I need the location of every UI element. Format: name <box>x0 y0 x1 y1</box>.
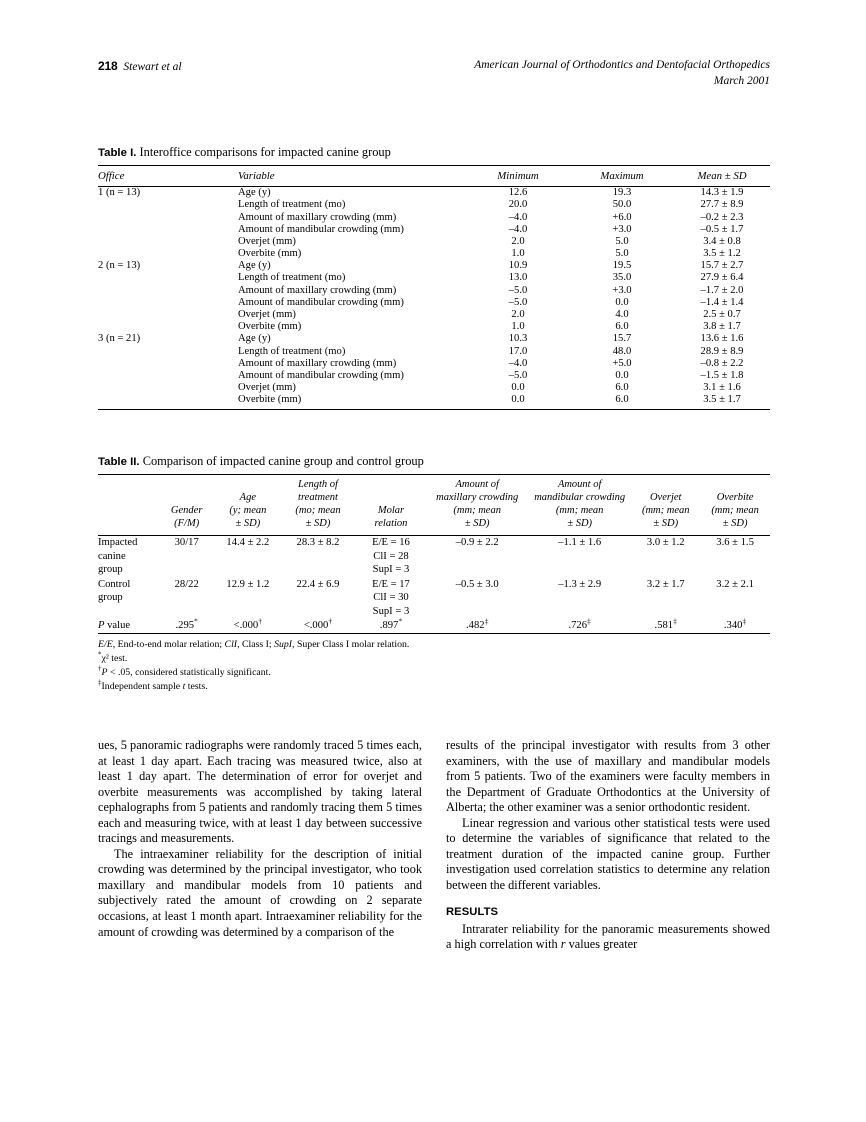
cell-mean-sd: 2.5 ± 0.7 <box>703 309 741 320</box>
cell-mean-sd: 27.9 ± 6.4 <box>700 272 744 284</box>
col-header-overbite <box>700 475 770 535</box>
table-two-header-row <box>98 475 770 535</box>
cell-p-mandibular <box>528 616 631 634</box>
cell-variable: Overbite (mm) <box>238 321 302 333</box>
cell-office <box>98 284 238 296</box>
cell-maximum: 0.0 <box>615 296 629 308</box>
cell-variable: Length of treatment (mo) <box>238 345 346 357</box>
hdr-line-3: (y; mean <box>229 504 267 516</box>
hdr-line-3: (mm; mean <box>453 504 501 516</box>
cell-variable: Age (y) <box>238 260 271 272</box>
footnote-marker: * <box>398 616 403 626</box>
cell-variable: Overjet (mm) <box>238 309 296 320</box>
cell-minimum: –4.0 <box>508 223 528 235</box>
abbr-1-text: , End-to-end molar relation; <box>112 639 225 651</box>
cell-variable: Overjet (mm) <box>238 382 296 394</box>
p-value: .726 <box>568 620 588 632</box>
cell-length-of-treatment: 28.3 ± 8.2 <box>296 537 340 548</box>
cell-mean-sd: –0.5 ± 1.7 <box>700 223 744 235</box>
label-line-1: Impacted <box>98 537 138 548</box>
cell-maximum: 19.5 <box>612 260 632 272</box>
cell-office <box>98 247 238 259</box>
table-row <box>98 308 770 320</box>
footnote-marker: † <box>98 664 102 673</box>
p-value: <.000 <box>303 620 329 632</box>
molar-line-1: E/E = 16 <box>372 537 410 548</box>
cell-mean-sd: 3.8 ± 1.7 <box>703 321 741 333</box>
cell-mean-sd: –1.7 ± 2.0 <box>700 284 744 296</box>
footnote-marker: ‡ <box>673 616 677 626</box>
issue-date: March 2001 <box>713 74 770 87</box>
footnote-marker: ‡ <box>98 678 102 687</box>
abbr-1: E/E <box>98 639 113 651</box>
cell-p-age <box>215 616 280 634</box>
hdr-line-4: ± SD) <box>235 517 261 529</box>
paragraph-italic: r <box>560 937 566 952</box>
hdr-line-3: Gender <box>170 504 203 516</box>
cell-minimum: 20.0 <box>508 199 528 211</box>
table-one-block <box>98 145 770 410</box>
cell-minimum: 12.6 <box>508 187 528 199</box>
cell-mean-sd: 13.6 ± 1.6 <box>700 333 744 345</box>
cell-p-maxillary <box>426 616 528 634</box>
cell-variable: Amount of mandibular crowding (mm) <box>238 223 404 235</box>
table-row <box>98 247 770 259</box>
body-column-right <box>446 738 770 953</box>
cell-office <box>98 296 238 308</box>
label-line-1: Control <box>98 578 131 590</box>
table-row <box>98 394 770 410</box>
cell-mean-sd: –1.4 ± 1.4 <box>700 296 744 308</box>
table-row <box>98 211 770 223</box>
cell-p-value-label <box>98 619 158 634</box>
table-two-head <box>98 475 770 535</box>
cell-gender: 28/22 <box>174 578 199 590</box>
hdr-line-2: maxillary crowding <box>436 492 519 504</box>
hdr-line-3: (mm; mean <box>555 504 604 516</box>
cell-mean-sd: –1.5 ± 1.8 <box>700 369 744 381</box>
table-row <box>98 577 770 619</box>
table-one <box>98 165 770 410</box>
col-header-rowlabel <box>98 475 158 535</box>
abbr-2-text: , Class I; <box>237 639 275 651</box>
cell-office <box>98 272 238 284</box>
col-header-age <box>215 475 280 535</box>
cell-overjet: 3.0 ± 1.2 <box>646 537 685 548</box>
cell-variable: Overbite (mm) <box>238 248 302 260</box>
page-number: 218 <box>98 59 118 73</box>
cell-maximum: 4.0 <box>615 309 629 320</box>
running-head-right <box>474 58 770 89</box>
footnote-star <box>98 652 770 666</box>
cell-p-overbite <box>700 616 770 634</box>
hdr-line-3: (mm; mean <box>641 504 690 516</box>
cell-p-gender <box>158 616 215 634</box>
col-header-variable: Variable <box>238 169 275 182</box>
col-header-length-of-treatment <box>280 475 355 535</box>
cell-mean-sd: 3.5 ± 1.2 <box>703 248 741 260</box>
cell-maximum: 35.0 <box>612 272 632 284</box>
cell-minimum: 2.0 <box>511 235 525 247</box>
hdr-line-2: Age <box>239 492 256 504</box>
molar-line-1: E/E = 17 <box>372 578 410 590</box>
footnote-marker: * <box>98 650 102 659</box>
cell-office <box>98 345 238 357</box>
cell-mean-sd: 14.3 ± 1.9 <box>700 187 744 199</box>
cell-maxillary-crowding: –0.9 ± 2.2 <box>455 537 499 548</box>
footnote-marker: * <box>194 616 198 626</box>
paragraph: The intraexaminer reliability for the description of initial crowding was determined by the principal investigator, who took maxillary and mandibular models from 10 patients and subjectively rated the amount of crowding on 2 separate occasions, at least 1 month apart. Intraexaminer reliability for the amount of crowding was determined by a comparison of the <box>98 846 422 939</box>
cell-office: 1 (n = 13) <box>98 187 141 199</box>
cell-minimum: 17.0 <box>508 345 528 357</box>
col-header-gender <box>158 475 215 535</box>
paragraph-part-b: values greater <box>565 937 638 952</box>
running-head-left <box>98 58 182 76</box>
cell-office <box>98 308 238 320</box>
hdr-line-4: relation <box>374 517 408 529</box>
table-two-caption-text: Comparison of impacted canine group and control group <box>142 454 424 469</box>
cell-molar-relation <box>356 577 427 619</box>
body-column-left <box>98 738 422 953</box>
footnote-text: < .05, considered statistically significant. <box>107 667 271 679</box>
table-row <box>98 321 770 333</box>
footnote-marker: ‡ <box>742 616 747 626</box>
cell-maximum: 6.0 <box>615 394 629 406</box>
hdr-line-4: ± SD) <box>653 517 679 529</box>
p-value: .295 <box>175 620 195 632</box>
hdr-line-1: Amount of <box>455 479 499 491</box>
footnote-abbreviations <box>98 638 770 652</box>
body-text <box>98 738 770 953</box>
page-content <box>98 58 770 953</box>
cell-minimum: –5.0 <box>508 369 528 381</box>
label-line-2: canine <box>98 550 126 562</box>
table-one-label: Table I. <box>98 147 137 160</box>
cell-maximum: 5.0 <box>615 235 629 247</box>
table-row <box>98 260 770 272</box>
hdr-line-4: ± SD) <box>305 517 331 529</box>
col-header-maxillary-crowding <box>426 475 528 535</box>
p-value: .581 <box>654 620 674 632</box>
table-two-label: Table II. <box>98 456 140 469</box>
cell-overbite: 3.6 ± 1.5 <box>716 537 754 548</box>
cell-variable: Length of treatment (mo) <box>238 272 346 284</box>
table-row <box>98 284 770 296</box>
col-header-office: Office <box>98 169 125 182</box>
p-rest: value <box>104 620 131 632</box>
hdr-line-1: Length of <box>297 479 338 491</box>
hdr-line-2: mandibular crowding <box>534 492 626 504</box>
footnote-double-dagger <box>98 680 770 694</box>
hdr-line-3: (mm; mean <box>711 504 759 516</box>
cell-maximum: +6.0 <box>612 211 632 223</box>
cell-mean-sd: 3.4 ± 0.8 <box>703 235 741 247</box>
cell-overbite: 3.2 ± 2.1 <box>716 578 754 590</box>
cell-group-label <box>98 535 158 577</box>
p-value: <.000 <box>233 620 259 632</box>
paragraph <box>446 922 770 953</box>
cell-gender: 30/17 <box>174 537 199 548</box>
cell-office <box>98 382 238 394</box>
cell-office <box>98 211 238 223</box>
hdr-line-4: (F/M) <box>174 517 200 529</box>
cell-office <box>98 357 238 369</box>
cell-variable: Length of treatment (mo) <box>238 199 346 211</box>
cell-minimum: –5.0 <box>508 284 528 296</box>
table-two-footnotes <box>98 638 770 694</box>
table-row <box>98 296 770 308</box>
cell-maximum: 50.0 <box>612 199 632 211</box>
molar-line-3: SupI = 3 <box>372 605 410 617</box>
p-value: .482 <box>466 620 485 632</box>
label-line-3: group <box>98 564 123 576</box>
table-two-caption <box>98 454 770 469</box>
table-row-p-value <box>98 619 770 634</box>
cell-p-length <box>280 616 355 634</box>
cell-variable: Overjet (mm) <box>238 235 296 247</box>
table-row <box>98 199 770 211</box>
cell-minimum: 0.0 <box>511 382 525 394</box>
abbr-3-text: , Super Class I molar relation. <box>292 639 410 651</box>
cell-maximum: 15.7 <box>612 333 632 345</box>
footnote-marker: ‡ <box>484 616 489 626</box>
cell-office: 3 (n = 21) <box>98 333 141 345</box>
cell-minimum: 1.0 <box>511 321 525 333</box>
cell-variable: Amount of mandibular crowding (mm) <box>238 369 404 381</box>
table-two-block <box>98 454 770 694</box>
hdr-line-2: treatment <box>298 492 338 504</box>
cell-mean-sd: 3.1 ± 1.6 <box>703 382 741 394</box>
hdr-line-2: Overjet <box>649 492 682 504</box>
cell-mean-sd: 15.7 ± 2.7 <box>700 260 744 272</box>
col-header-molar-relation <box>356 475 427 535</box>
cell-maximum: +5.0 <box>612 357 632 369</box>
p-italic: P <box>98 620 105 632</box>
cell-mean-sd: –0.2 ± 2.3 <box>700 211 744 223</box>
abbr-3: SupI <box>274 639 293 651</box>
cell-maximum: 6.0 <box>615 321 629 333</box>
cell-variable: Age (y) <box>238 187 271 199</box>
table-row <box>98 333 770 345</box>
paragraph: Linear regression and various other statistical tests were used to determine the variables of significance that related to the treatment duration of the impacted canine group. Further investigation used correlation statistics to determine any relation between the different variables. <box>446 815 770 892</box>
table-row <box>98 357 770 369</box>
cell-mandibular-crowding: –1.1 ± 1.6 <box>558 537 602 548</box>
cell-minimum: 2.0 <box>511 309 525 320</box>
cell-group-label <box>98 577 158 619</box>
cell-mean-sd: –0.8 ± 2.2 <box>700 357 744 369</box>
cell-length-of-treatment: 22.4 ± 6.9 <box>296 578 340 590</box>
cell-maximum: 6.0 <box>615 382 629 394</box>
hdr-line-4: ± SD) <box>464 517 490 529</box>
cell-maximum: 19.3 <box>612 187 632 199</box>
abbr-2: ClI <box>224 639 238 651</box>
table-row <box>98 272 770 284</box>
table-row <box>98 235 770 247</box>
cell-minimum: –4.0 <box>508 211 528 223</box>
footnote-marker: † <box>258 616 262 626</box>
cell-office <box>98 199 238 211</box>
cell-office <box>98 223 238 235</box>
p-value: .340 <box>723 620 743 632</box>
section-heading-results: RESULTS <box>446 906 499 919</box>
cell-molar-relation <box>356 535 427 577</box>
table-row <box>98 186 770 199</box>
paragraph-part-a: Intrarater reliability for the panoramic measurements showed a high correlation with <box>446 921 770 952</box>
cell-minimum: 10.3 <box>508 333 528 345</box>
footnote-italic: P <box>101 667 108 679</box>
table-one-caption <box>98 145 770 160</box>
cell-office <box>98 394 238 410</box>
table-row <box>98 223 770 235</box>
molar-line-3: SupI = 3 <box>372 564 410 576</box>
cell-office <box>98 321 238 333</box>
cell-maximum: +3.0 <box>612 223 632 235</box>
cell-maxillary-crowding: –0.5 ± 3.0 <box>455 578 499 590</box>
cell-minimum: –4.0 <box>508 357 528 369</box>
hdr-line-2: Overbite <box>716 492 754 504</box>
paragraph: results of the principal investigator with results from 3 other examiners, with the use of maxillary and mandibular models from 5 patients. Two of the examiners were faculty members in the Department of Graduate Orthodontics at the University of Alberta; the other examiner was a senior orthodontic resident. <box>446 737 770 815</box>
cell-minimum: 1.0 <box>511 248 525 260</box>
footnote-italic: t <box>182 681 186 693</box>
table-two <box>98 474 770 634</box>
cell-office <box>98 235 238 247</box>
running-head <box>98 58 770 89</box>
cell-p-molar <box>356 616 427 634</box>
hdr-line-3: Molar <box>377 504 405 516</box>
cell-mean-sd: 3.5 ± 1.7 <box>703 394 741 406</box>
label-line-2: group <box>98 592 123 604</box>
hdr-line-1: Amount of <box>557 479 602 491</box>
journal-title: American Journal of Orthodontics and Dentofacial Orthopedics <box>474 59 770 71</box>
cell-mean-sd: 28.9 ± 8.9 <box>700 345 744 357</box>
hdr-line-4: ± SD) <box>722 517 748 529</box>
cell-overjet: 3.2 ± 1.7 <box>646 578 685 590</box>
p-value: .897 <box>379 620 399 632</box>
table-one-head <box>98 166 770 187</box>
table-two-body <box>98 535 770 634</box>
table-row <box>98 535 770 577</box>
footnote-marker: † <box>328 616 333 626</box>
col-header-mandibular-crowding <box>528 475 631 535</box>
col-header-overjet <box>631 475 700 535</box>
cell-age: 14.4 ± 2.2 <box>226 537 270 548</box>
cell-minimum: 13.0 <box>508 272 528 284</box>
hdr-line-4: ± SD) <box>567 517 593 529</box>
cell-variable: Age (y) <box>238 333 271 345</box>
cell-maximum: 5.0 <box>615 248 629 260</box>
table-row <box>98 345 770 357</box>
cell-minimum: –5.0 <box>508 296 528 308</box>
cell-maximum: 0.0 <box>615 369 629 381</box>
table-one-header-row <box>98 166 770 187</box>
footnote-text: χ² test. <box>101 653 128 665</box>
hdr-line-3: (mo; mean <box>295 504 341 516</box>
molar-line-2: ClI = 28 <box>373 550 409 562</box>
cell-mean-sd: 27.7 ± 8.9 <box>700 199 744 211</box>
cell-variable: Amount of maxillary crowding (mm) <box>238 211 397 223</box>
cell-office: 2 (n = 13) <box>98 260 141 272</box>
cell-maximum: +3.0 <box>612 284 632 296</box>
footnote-dagger <box>98 666 770 680</box>
col-header-minimum: Minimum <box>497 169 539 182</box>
table-one-body <box>98 186 770 410</box>
cell-variable: Amount of maxillary crowding (mm) <box>238 357 397 369</box>
cell-minimum: 10.9 <box>508 260 528 272</box>
table-row <box>98 382 770 394</box>
cell-minimum: 0.0 <box>511 394 525 406</box>
cell-variable: Overbite (mm) <box>238 394 302 406</box>
paragraph: ues, 5 panoramic radiographs were randomly traced 5 times each, at least 1 day apart. Each tracing was measured twice, also at least 1 day apart. The determination of error for overjet and overbite measurements was accomplished by taking lateral cephalographs from 5 patients and randomly tracing them 5 times each and measuring twice, with at least 1 day between successive tracings and measurements. <box>98 737 422 846</box>
table-one-caption-text: Interoffice comparisons for impacted canine group <box>139 145 391 160</box>
running-head-authors: Stewart et al <box>123 61 182 73</box>
footnote-text-a: Independent sample <box>101 681 183 693</box>
cell-variable: Amount of maxillary crowding (mm) <box>238 284 397 296</box>
cell-p-overjet <box>631 616 700 634</box>
col-header-mean-sd: Mean ± SD <box>697 169 747 182</box>
footnote-text-b: tests. <box>185 681 208 693</box>
table-row <box>98 369 770 381</box>
cell-age: 12.9 ± 1.2 <box>226 578 270 590</box>
footnote-marker: ‡ <box>587 616 591 626</box>
cell-maximum: 48.0 <box>612 345 632 357</box>
molar-line-2: ClI = 30 <box>373 592 409 604</box>
cell-office <box>98 369 238 381</box>
cell-mandibular-crowding: –1.3 ± 2.9 <box>558 578 602 590</box>
cell-variable: Amount of mandibular crowding (mm) <box>238 296 404 308</box>
col-header-maximum: Maximum <box>600 169 644 182</box>
